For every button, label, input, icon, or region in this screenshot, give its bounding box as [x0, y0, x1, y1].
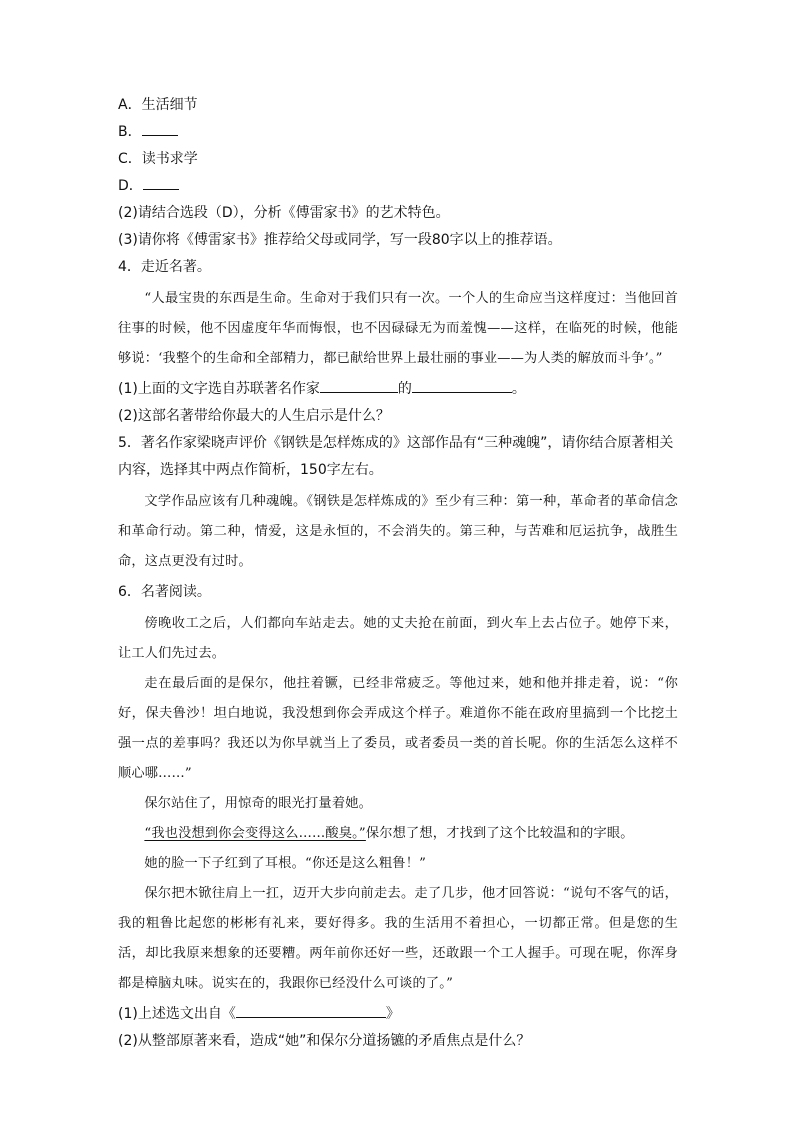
page-content — [118, 92, 678, 1055]
author-blank[interactable] — [320, 376, 398, 393]
q3-sub2: (2)请结合选段（D），分析《傅雷家书》的艺术特色。 — [118, 205, 450, 221]
q6-sub1-suffix: 》 — [385, 1006, 400, 1022]
q5-quote — [118, 487, 678, 577]
q4-sub1-middle: 的 — [397, 381, 412, 397]
option-d-label: D． — [118, 178, 143, 194]
q6-sub2: (2)从整部原著来看，造成“她”和保尔分道扬镳的矛盾焦点是什么？ — [118, 1033, 531, 1049]
option-b-label: B． — [118, 124, 142, 140]
work-title-blank[interactable] — [412, 376, 512, 393]
q6-sub1 — [118, 1001, 678, 1028]
option-b-blank[interactable] — [142, 119, 178, 136]
q4-sub1-prefix: (1)上面的文字选自苏联著名作家 — [118, 381, 320, 397]
option-d — [118, 173, 678, 200]
passage-paragraph: 走在最后面的是保尔，他拄着镢，已经非常疲乏。等他过来，她和他并排走着，说：“你好，保夫鲁沙！坦白地说，我没想到你会弄成这个样子。难道你不能在政府里搞到一个比挖土强一点的差事吗？我还以为你早就当上了委员，或者委员一类的首长呢。你的生活怎么这样不顺心哪……” — [118, 676, 678, 781]
passage-paragraph — [118, 819, 678, 849]
q4-sub1-suffix: 。 — [511, 381, 526, 397]
option-b — [118, 119, 678, 146]
q5-title: 5．著名作家梁晓声评价《钢铁是怎样炼成的》这部作品有“三种魂魄”，请你结合原著相关内容，选择其中两点作简析，150字左右。 — [118, 435, 674, 478]
q4-quote-text: “人最宝贵的东西是生命。生命对于我们只有一次。一个人的生命应当这样度过：当他回首往事的时候，他不因虚度年华而悔恨，也不因碌碌无为而羞愧——这样，在临死的时候，他能够说：‘我整个的生命和全部精力，都已献给世界上最壮丽的事业——为人类的解放而斗争’。” — [118, 291, 678, 366]
option-c: C．读书求学 — [118, 151, 198, 167]
passage-paragraph: 保尔站住了，用惊奇的眼光打量着她。 — [144, 796, 372, 811]
option-a: A．生活细节 — [118, 97, 198, 113]
q4-title: 4．走近名著。 — [118, 259, 211, 275]
q6-passage — [118, 609, 678, 999]
q4-sub1 — [118, 376, 678, 403]
option-d-blank[interactable] — [143, 173, 179, 190]
q4-sub2: (2)这部名著带给你最大的人生启示是什么？ — [118, 408, 390, 424]
underlined-sentence: “我也没想到你会变得这么……酸臭。” — [144, 826, 366, 841]
q6-title: 6．名著阅读。 — [118, 584, 211, 600]
passage-paragraph: 保尔把木锨往肩上一扛，迈开大步向前走去。走了几步，他才回答说：“说句不客气的话，我的粗鲁比起您的彬彬有礼来，要好得多。我的生活用不着担心，一切都正常。但是您的生活，却比我原来想象的还要糟。两年前你还好一些，还敢跟一个工人握手。可现在呢，你浑身都是樟脑丸味。说实在的，我跟你已经没什么可谈的了。” — [118, 886, 678, 991]
q3-sub3: (3)请你将《傅雷家书》推荐给父母或同学，写一段80字以上的推荐语。 — [118, 232, 562, 248]
q5-quote-text: 文学作品应该有几种魂魄。《钢铁是怎样炼成的》至少有三种：第一种，革命者的革命信念和革命行动。第二种，情爱，这是永恒的，不会消失的。第三种，与苦难和厄运抗争，战胜生命，这点更没有过时。 — [118, 494, 678, 569]
book-title-blank[interactable] — [236, 1001, 386, 1018]
underlined-after: 保尔想了想，才找到了这个比较温和的字眼。 — [365, 826, 634, 841]
passage-paragraph: 她的脸一下子红到了耳根。“你还是这么粗鲁！” — [144, 856, 427, 871]
q6-sub1-prefix: (1)上述选文出自《 — [118, 1006, 236, 1022]
passage-paragraph: 傍晚收工之后，人们都向车站走去。她的丈夫抢在前面，到火车上去占位子。她停下来，让工人们先过去。 — [118, 616, 678, 661]
q4-quote — [118, 284, 678, 374]
